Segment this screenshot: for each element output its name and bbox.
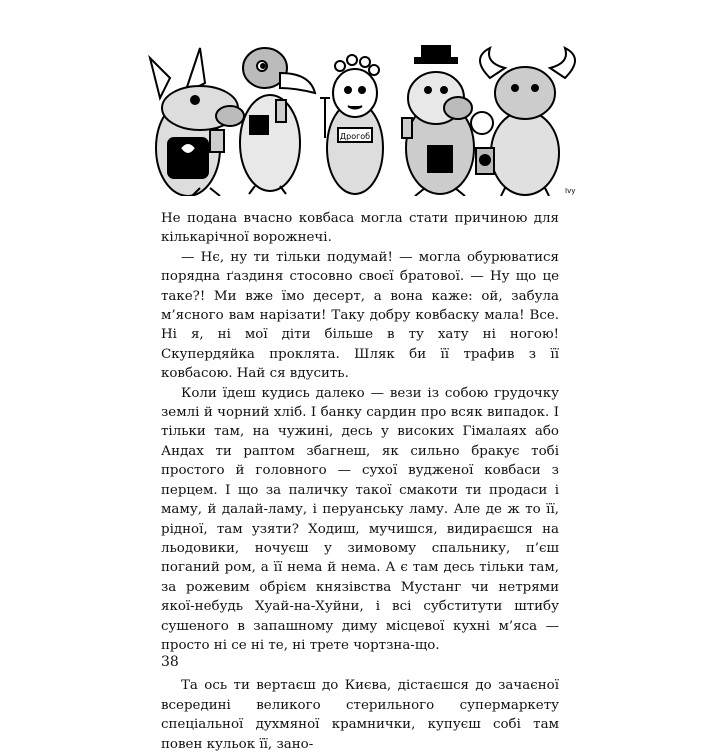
donkey-character xyxy=(150,48,244,196)
page-number: 38 xyxy=(161,654,179,670)
body-text xyxy=(161,209,559,754)
paragraph-1: Не подана вчасно ковбаса могла стати причиною для кількарічної ворожнечі. xyxy=(161,211,559,246)
paragraph-3: Коли їдеш кудись далеко — вези із собою грудочку землі й чорний хліб. І банку сардин про всяк випадок. І тільки там, на чужині, десь у високих Гімалаях або Андах ти раптом збагнеш, як сильно бракує тобі простого й головного — сухої вудженої ковбаси з перцем. І що за паличку такої смакоти ти продаси і маму, й далай-ламу, і перуанську ламу. Але де ж то її, рідної, там узяти? Ходиш, мучишся, видираєшся на льодовики, ночуєш у зимовому спальнику, п’єш поганий ром, а її нема й нема. А є там десь тільки там, за рожевим обрієм князівства Мустанг чи нетрями якої-небудь Хуай-на-Хуйни, і всі субститути штибу сушеного в запашному диму місцевої кухні м’яса — просто ні се ні те, ні трете чортзна-що. xyxy=(161,385,559,653)
paragraph-4: Та ось ти вертаєш до Києва, дістаєшся до зачаєної всередині великого стерильного супермаркету спеціальної духмяної крамнички, купуєш собі там повен кульок її, зано- xyxy=(161,678,559,752)
bull-character xyxy=(471,48,575,196)
duck-character xyxy=(240,48,315,194)
paragraph-2: — Нє, ну ти тільки подумай! — могла обурюватися порядна ґаздиня стосовно своєї братової. — Ну що це таке?! Ми вже їмо десерт, а вона каже: ой, забула м’ясного вам нарізати! Таку добру ковбаску мала! Все. Ні я, ні мої діти більше в ту хату ні ногою! Скупердяйка проклята. Шляк би її трафив з її ковбасою. Най ся вдусить. xyxy=(161,249,559,382)
signature-label: Ivy xyxy=(565,187,576,195)
lady-character xyxy=(320,55,383,194)
drink-label: Дрогоб xyxy=(339,132,371,141)
boar-character xyxy=(402,46,474,196)
characters-illustration xyxy=(140,38,585,196)
